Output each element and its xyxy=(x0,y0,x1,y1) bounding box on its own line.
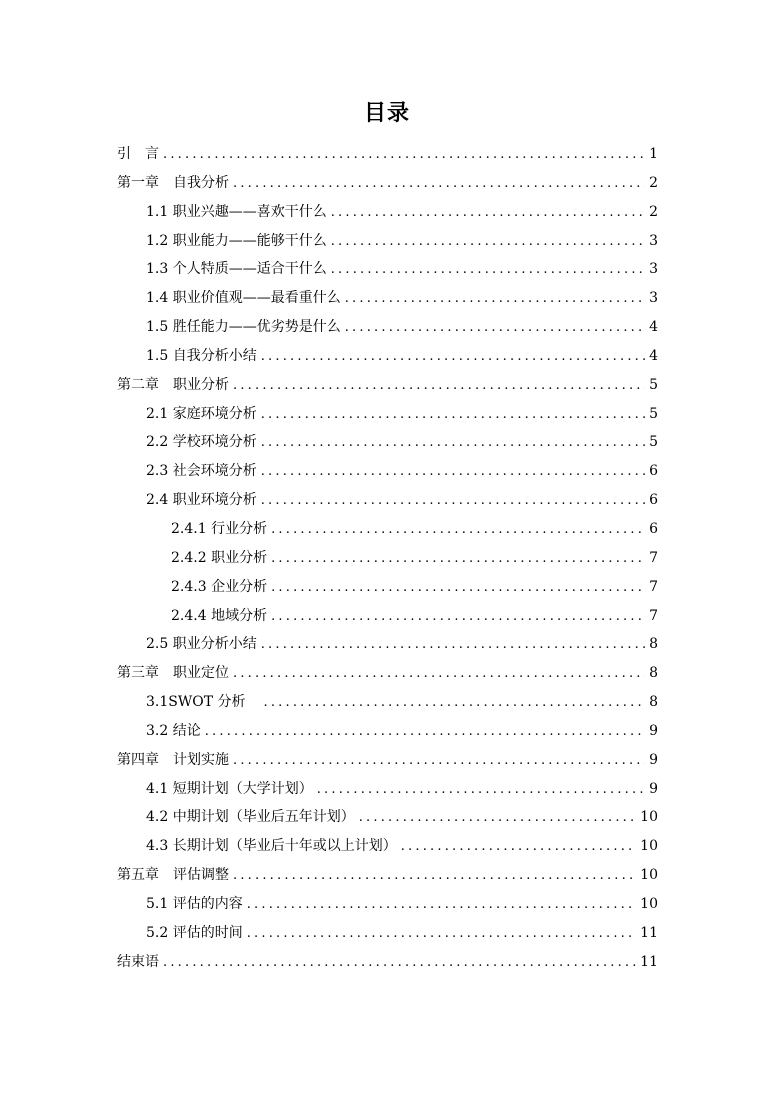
toc-leader-dots xyxy=(345,285,645,314)
toc-entry-label: 4.3 长期计划（毕业后十年或以上计划） xyxy=(146,838,397,855)
toc-entry-page-number: 8 xyxy=(649,694,658,711)
toc-entry-label: 1.5 自我分析小结 xyxy=(146,347,257,364)
toc-entry-label: 2.4 职业环境分析 xyxy=(146,492,257,509)
toc-entry[interactable] xyxy=(117,746,658,775)
toc-leader-dots xyxy=(247,891,636,920)
toc-entry[interactable] xyxy=(117,659,658,688)
toc-leader-dots xyxy=(401,833,636,862)
toc-leader-dots xyxy=(331,228,645,257)
toc-leader-dots xyxy=(261,631,645,660)
toc-entry-label: 5.1 评估的内容 xyxy=(146,895,243,912)
toc-entry-label: 1.1 职业兴趣——喜欢干什么 xyxy=(146,203,327,220)
toc-entry-label: 结束语 xyxy=(117,953,159,970)
toc-entry-label: 2.4.2 职业分析 xyxy=(171,549,268,566)
toc-entry-label: 3.1SWOT 分析 xyxy=(146,694,260,711)
toc-entry[interactable] xyxy=(117,515,658,544)
toc-entry-label: 2.1 家庭环境分析 xyxy=(146,405,257,422)
toc-leader-dots xyxy=(264,689,646,718)
toc-entry-page-number: 3 xyxy=(649,232,658,249)
toc-entry-label: 第一章 自我分析 xyxy=(117,174,229,191)
toc-entry[interactable] xyxy=(117,948,658,977)
toc-entry-page-number: 6 xyxy=(649,520,658,537)
toc-entry-page-number: 1 xyxy=(649,146,658,162)
toc-leader-dots xyxy=(271,516,645,545)
toc-entry-page-number: 8 xyxy=(649,665,658,682)
toc-entry-label: 2.5 职业分析小结 xyxy=(146,636,257,653)
toc-entry[interactable] xyxy=(117,890,658,919)
toc-entry[interactable] xyxy=(117,544,658,573)
toc-entry-page-number: 4 xyxy=(649,347,658,364)
toc-entry[interactable] xyxy=(117,342,658,371)
toc-leader-dots xyxy=(331,199,645,228)
toc-entry-page-number: 5 xyxy=(649,405,658,422)
toc-entry-label: 第三章 职业定位 xyxy=(117,665,229,682)
toc-leader-dots xyxy=(271,545,645,574)
toc-entry-page-number: 7 xyxy=(649,549,658,566)
toc-entry-page-number: 11 xyxy=(640,924,658,941)
toc-entry-page-number: 5 xyxy=(649,376,658,393)
toc-entry[interactable] xyxy=(117,227,658,256)
toc-entry-label: 2.3 社会环境分析 xyxy=(146,463,257,480)
toc-entry[interactable] xyxy=(117,832,658,861)
toc-leader-dots xyxy=(261,458,645,487)
toc-leader-dots xyxy=(233,660,645,689)
toc-entry-page-number: 2 xyxy=(649,203,658,220)
toc-entry-label: 第五章 评估调整 xyxy=(117,867,229,884)
toc-entry-label: 2.4.1 行业分析 xyxy=(171,520,268,537)
toc-leader-dots xyxy=(359,804,636,833)
toc-entry-label: 1.2 职业能力——能够干什么 xyxy=(146,232,327,249)
toc-entry[interactable] xyxy=(117,400,658,429)
toc-entry-page-number: 9 xyxy=(649,722,658,739)
toc-entry[interactable] xyxy=(117,169,658,198)
toc-entry[interactable] xyxy=(117,775,658,804)
toc-leader-dots xyxy=(271,574,645,603)
toc-entry[interactable] xyxy=(117,861,658,890)
toc-leader-dots xyxy=(261,343,645,372)
toc-entry[interactable] xyxy=(117,486,658,515)
toc-entry[interactable] xyxy=(117,803,658,832)
toc-entry[interactable] xyxy=(117,255,658,284)
toc-entry[interactable] xyxy=(117,688,658,717)
toc-entry-page-number: 9 xyxy=(649,780,658,797)
toc-entry-label: 5.2 评估的时间 xyxy=(146,924,243,941)
toc-entry[interactable] xyxy=(117,284,658,313)
toc-entry-page-number: 5 xyxy=(649,434,658,451)
toc-entry-page-number: 4 xyxy=(649,319,658,336)
toc-entry[interactable] xyxy=(117,630,658,659)
toc-leader-dots xyxy=(317,776,645,805)
toc-entry-page-number: 3 xyxy=(649,290,658,307)
toc-entry[interactable] xyxy=(117,573,658,602)
toc-entry-page-number: 11 xyxy=(640,953,658,970)
toc-entry-page-number: 8 xyxy=(649,636,658,653)
toc-entry-label: 1.5 胜任能力——优劣势是什么 xyxy=(146,319,341,336)
toc-leader-dots xyxy=(247,920,636,949)
toc-entry-page-number: 10 xyxy=(640,867,658,884)
toc-entry-page-number: 2 xyxy=(649,174,658,191)
toc-entry[interactable] xyxy=(117,198,658,227)
toc-leader-dots xyxy=(345,314,645,343)
table-of-contents xyxy=(117,140,658,976)
toc-leader-dots xyxy=(163,949,636,978)
toc-entry-page-number: 6 xyxy=(649,463,658,480)
toc-leader-dots xyxy=(233,170,645,199)
toc-entry-page-number: 6 xyxy=(649,492,658,509)
page-title: 目录 xyxy=(363,101,410,126)
toc-entry-page-number: 10 xyxy=(640,895,658,912)
toc-entry-label: 2.4.3 企业分析 xyxy=(171,578,268,595)
toc-entry-label: 1.4 职业价值观——最看重什么 xyxy=(146,290,341,307)
toc-leader-dots xyxy=(261,487,645,516)
toc-entry-page-number: 3 xyxy=(649,261,658,278)
toc-entry-label: 2.4.4 地域分析 xyxy=(171,607,268,624)
toc-entry[interactable] xyxy=(117,602,658,631)
toc-entry-label: 4.1 短期计划（大学计划） xyxy=(146,780,313,797)
toc-entry-label: 引 言 xyxy=(117,146,159,162)
toc-entry-label: 1.3 个人特质——适合干什么 xyxy=(146,261,327,278)
toc-leader-dots xyxy=(271,603,645,632)
toc-leader-dots xyxy=(261,401,645,430)
toc-entry-page-number: 7 xyxy=(649,607,658,624)
toc-entry-page-number: 10 xyxy=(640,809,658,826)
toc-entry[interactable] xyxy=(117,919,658,948)
toc-entry-label: 第四章 计划实施 xyxy=(117,751,229,768)
toc-leader-dots xyxy=(205,718,645,747)
toc-entry[interactable] xyxy=(117,313,658,342)
toc-leader-dots xyxy=(233,862,636,891)
toc-entry[interactable] xyxy=(117,457,658,486)
toc-leader-dots xyxy=(261,429,645,458)
toc-entry-label: 2.2 学校环境分析 xyxy=(146,434,257,451)
toc-entry-label: 4.2 中期计划（毕业后五年计划） xyxy=(146,809,355,826)
toc-entry[interactable] xyxy=(117,717,658,746)
toc-leader-dots xyxy=(233,372,645,401)
toc-entry[interactable] xyxy=(117,428,658,457)
toc-entry-page-number: 7 xyxy=(649,578,658,595)
toc-entry[interactable] xyxy=(117,140,658,169)
toc-entry-page-number: 9 xyxy=(649,751,658,768)
toc-entry-label: 3.2 结论 xyxy=(146,722,201,739)
toc-leader-dots xyxy=(331,256,645,285)
toc-entry[interactable] xyxy=(117,371,658,400)
toc-entry-label: 第二章 职业分析 xyxy=(117,376,229,393)
toc-leader-dots xyxy=(163,141,645,170)
toc-entry-page-number: 10 xyxy=(640,838,658,855)
toc-leader-dots xyxy=(233,747,645,776)
